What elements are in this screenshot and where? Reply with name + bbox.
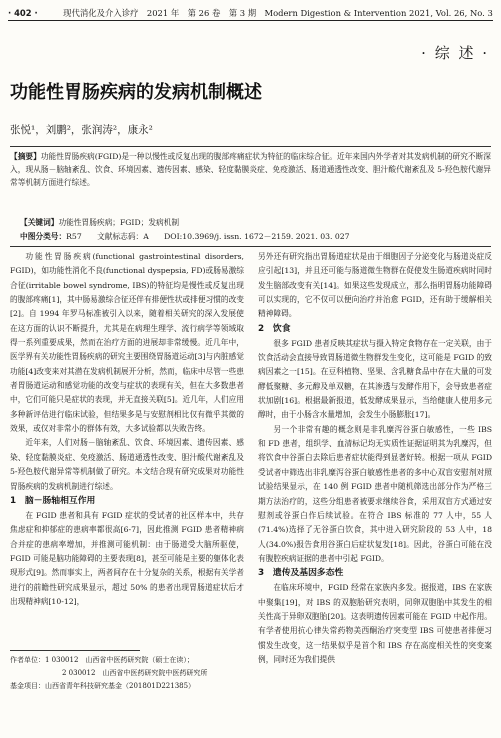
paragraph: 在临床环境中，FGID 经常在家族内多发。据报道，IBS 在家族中聚集[19]，对 IBS 的双胞胎研究表明，同卵双胞胎中其发生的相关性高于异卵双胞胎[20]。这表明遗传因素可能在 FGID 中起作用。有学者使用抗心律失常药物美西酮治疗突变型 IBS 可使患者排便习惯发生改变，这一结果似乎是首个和 IBS 存在高度相关性的突变案例，同时还为我们提供 [258,583,492,664]
paragraph: 另外还有研究指出胃肠道症状是由于细胞因子分泌变化与肠道炎症反应引起[13]，并且还可能与肠道微生物群在促使发生肠道疾病时同时发生脑部改变有关[14]。如果这些发现成立，那么指明胃肠功能障碍可以实现的，它不仅可以便向治疗并治愈 FGID，还有助于缓解相关精神障碍。 [258,252,492,319]
authors: 张悦¹，刘鹏²，张润涛²，康永² [10,124,153,136]
section-heading: 3 遗传及基因多态性 [258,568,344,579]
left-column [10,250,244,609]
paragraph: 很多 FGID 患者反映其症状与摄入特定食物存在一定关联，由于饮食活动会直接导致胃肠道微生物群发生变化，这可能是 FGID 的致病因素之一[15]。在豆科植物、坚果、含乳糖食品中存在大量的可发酵低聚糖、多元醇及单双糖，在其渗透与发酵作用下，会导致患者症状加剧[16]。根据最新报道，低发酵成果显示，当给健康人使用多元醇时，由于小肠含水量增加，会发生小肠膨胀[17]。 [258,338,492,420]
classification-label: 中图分类号： [20,232,67,241]
paragraph: 近年来，人们对肠－脑轴紊乱、饮食、环境因素、遗传因素、感染、轻度黏膜炎症、免疫激活、肠道通透性改变、胆汁酸代谢紊乱及 5-羟色胺代谢异常等机制做了研究。本文结合现有研究成果对功能性胃肠疾病的发病机制进行综述。 [10,438,244,491]
classification [20,231,350,242]
paragraph: 在 FGID 患者和具有 FGID 症状的受试者的社区样本中，共存焦虑症和抑郁症的患病率都很高[6-7]，因此推测 FGID 患者精神病合并症的患病率增加，并推测可能机制：由于肠道受大脑所驱使，FGID 可能是脑功能障碍的主要表现[8]，甚至可能是主要的躯体化表现形式[9]。然而事实上，两者间存在十分复杂的关系，根据有关学者进行的前瞻性研究成果显示，超过 50% 的患者出现胃肠道症状后才出现精神病[10-12]， [10,510,244,606]
journal-citation: 现代消化及介入诊疗 2021 年 第 26 卷 第 3 期 Modern Digestion & Intervention 2021, Vol. 26, No. 3 [63,8,493,18]
classification-text: R57 文献标志码：A DOI:10.3969/j. issn. 1672－2159. 2021. 03. 027 [66,232,350,241]
abstract-label: 【摘要】 [10,152,41,161]
footnote-rule [10,650,140,651]
section-heading: 2 饮食 [258,323,291,334]
section-heading: 1 脑－肠轴相互作用 [10,495,96,506]
keywords-label: 【关键词】 [20,218,59,227]
page-number: · 402 · [8,8,38,18]
footnote-line: 基金项目：山西省青年科技研究基金（201801D221385） [10,682,196,690]
footnote-line: 作者单位：1 030012 山西省中医药研究院（硕士在读）； [10,656,194,664]
abstract-top-rule [10,146,491,147]
abstract-bottom-rule [10,246,491,247]
keywords-text: 功能性胃肠疾病；FGID；发病机制 [58,218,180,227]
footnote-line: 2 030012 山西省中医药研究院中医药研究所 [62,669,208,677]
paragraph: 另一个非常有趣的概念则是非乳糜泻谷蛋白敏感性，一些 IBS 和 FD 患者，组织学、血清标记均无实质性证据证明其为乳糜泻，但将饮食中谷蛋白去除后患者症状能得到显著好转。根据一项从 FGID 受试者中筛选出非乳糜泻谷蛋白敏感性患者的多中心双盲安慰剂对照试验结果显示，在 140 例 FGID 患者中随机筛选出部分作为严格三期方法治疗的，这些分组患者被要求继续谷食，采用双盲方式通过安慰剂或谷蛋白作后续试验。在符合 IBS 标准的 77 人中，55 人(71.4%)选择了无谷蛋白饮食，其中进入研究阶段的 53 人中，18 人(34.0%)报告食用谷蛋白后症状复发[18]。因此，谷蛋白可能在没有腹腔疾病证据的患者中引起 FGID。 [258,424,492,563]
article-title: 功能性胃肠疾病的发病机制概述 [10,82,262,103]
footnote [10,654,207,693]
right-column [258,250,492,667]
running-header [8,6,493,21]
keywords [20,217,179,228]
article-category: · 综 述 · [421,44,489,62]
paragraph: 功能性胃肠疾病(functional gastrointestinal disorders, FGID)，如功能性消化不良(functional dyspepsia, FD)或肠易激综合征(irritable bowel syndrome, IBS)的特征均是慢性或反复出现的腹部疼痛[1]，其中肠易激综合征还伴有排便性状或排便习惯的改变[2]。自 1994 年罗马标准被引入以来，随着相关研究的深入发展使在这方面的认识不断提升，尤其是在病理生理学、流行病学等领域取得一系列重要成果，然而在治疗方面的进展却非常缓慢。近几年中，医学界有关功能性胃肠疾病的研究主要围绕胃肠道运动[3]与内脏感觉功能[4]改变来对其潜在发病机制展开分析，然而，临床中尽管一些患者胃肠道运动和感觉功能的改变与症状的表现有关，但在大多数患者中，它们可能只是症状的表现，并无直接关联[5]。近几年，人们应用多种新评估进行临床试验，但结果多是与安慰剂相比仅有微乎其微的效果，或仅对非常小的群体有效，大多试验都以失败告终。 [10,252,244,434]
abstract-text: 功能性胃肠疾病(FGID)是一种以慢性或反复出现的腹部疼痛症状为特征的临床综合征。近年来国内外学者对其发病机制的研究不断深入，现从肠－脑轴紊乱、饮食、环境因素、遗传因素、感染、轻度黏膜炎症、免疫激活、肠道通透性改变、胆汁酸代谢紊乱及 5-羟色胺代谢异常等机制方面进行综述。 [10,152,491,187]
abstract [10,150,491,218]
